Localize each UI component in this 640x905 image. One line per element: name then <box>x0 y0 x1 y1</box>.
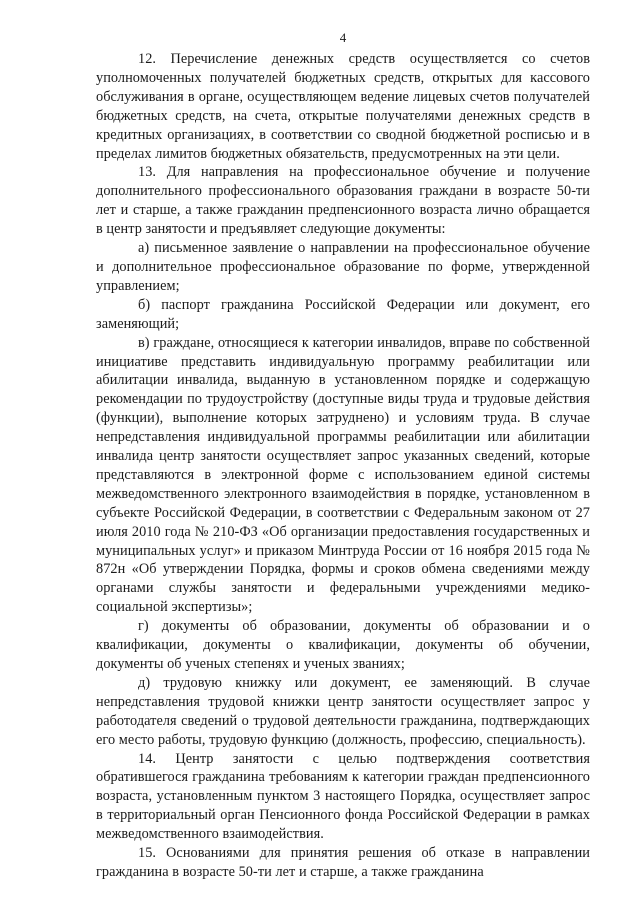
paragraph-13-g: г) документы об образовании, документы об образовании и о квалификации, документы о квалификации, документы об обучении, документы об ученых степенях и ученых званиях; <box>96 618 590 672</box>
page-number: 4 <box>339 30 347 45</box>
paragraph-13-a: а) письменное заявление о направлении на профессиональное обучение и дополнительное профессиональное образование по форме, утвержденной управлением; <box>96 240 590 294</box>
paragraph-15: 15. Основаниями для принятия решения об отказе в направлении гражданина в возрасте 50-ти лет и старше, а также гражданина <box>96 845 590 880</box>
paragraph-13-d: д) трудовую книжку или документ, ее заменяющий. В случае непредставления трудовой книжки центр занятости осуществляет запрос у работодателя сведений о трудовой деятельности гражданина, подтверждающих его место работы, трудовую функцию (должность, профессию, специальность). <box>96 674 590 748</box>
paragraph-13: 13. Для направления на профессиональное обучение и получение дополнительного профессионального образования граждани в возрасте 50-ти лет и старше, а также гражданин предпенсионного возраста лично обращается в центр занятости и предъявляет следующие документы: <box>96 164 590 238</box>
document-page <box>96 30 590 882</box>
paragraph-13-v: в) граждане, относящиеся к категории инвалидов, вправе по собственной инициативе представить индивидуальную программу реабилитации или абилитации инвалида, выданную в установленном порядке и содержащую рекомендации по трудоустройству (доступные виды труда и трудовые действия (функции), выполнение которых затруднено) и условиям труда. В случае непредставления индивидуальной программы реабилитации или абилитации инвалида центр занятости осуществляет запрос указанных сведений, которые представляются в электронной форме с использованием единой системы межведомственного электронного взаимодействия в порядке, установленном в субъекте Российской Федерации, в соответствии с Федеральным законом от 27 июля 2010 года № 210-ФЗ «Об организации предоставления государственных и муниципальных услуг» и приказом Минтруда России от 16 ноября 2015 года № 872н «Об утверждении Порядка, формы и сроков обмена сведениями между органами службы занятости и федеральными учреждениями медико-социальной экспертизы»; <box>96 334 590 616</box>
paragraph-12: 12. Перечисление денежных средств осуществляется со счетов уполномоченных получателей бюджетных средств, открытых для кассового обслуживания в органе, осуществляющем ведение лицевых счетов получателей бюджетных средств, на счета, открытые получателями денежных средств в кредитных организациях, в соответствии со сводной бюджетной росписью и в пределах лимитов бюджетных обязательств, предусмотренных на эти цели. <box>96 51 590 162</box>
paragraph-14: 14. Центр занятости с целью подтверждения соответствия обратившегося гражданина требованиям к категории граждан предпенсионного возраста, установленным пунктом 3 настоящего Порядка, осуществляет запрос в территориальный орган Пенсионного фонда Российской Федерации в рамках межведомственного взаимодействия. <box>96 750 590 843</box>
paragraph-13-b: б) паспорт гражданина Российской Федерации или документ, его заменяющий; <box>96 296 590 332</box>
